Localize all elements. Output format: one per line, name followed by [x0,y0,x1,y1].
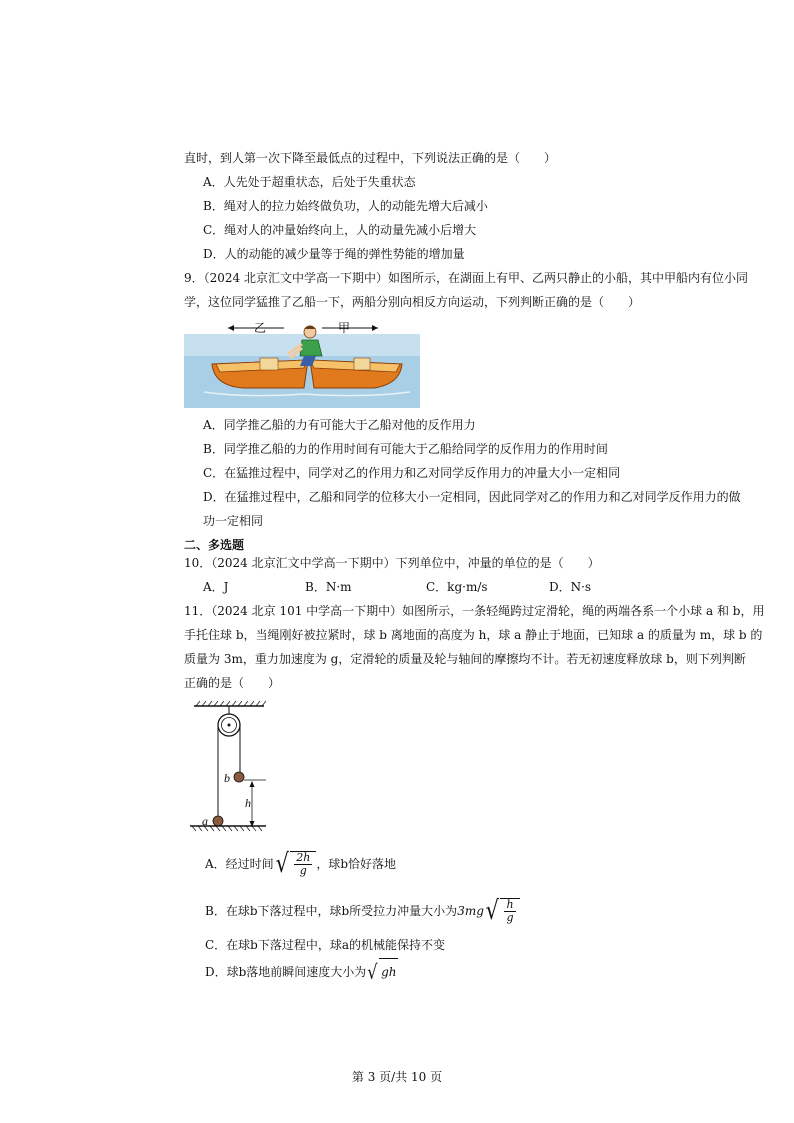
q11-option-c: C．在球b下落过程中，球a的机械能保持不变 [205,938,446,952]
q11-option-d [205,958,398,985]
q10-stem: 10．（2024 北京汇文中学高一下期中）下列单位中，冲量的单位的是（ ） [184,556,600,570]
q10-option-a: A．J [203,580,229,594]
q11-stem-line3: 质量为 3m，重力加速度为 g，定滑轮的质量及轮与轴间的摩擦均不计。若无初速度释放球 b，则下列判断 [184,652,746,666]
q11-option-a-prefix: A．经过时间 [205,857,274,871]
q11-option-a-denominator: g [299,864,307,877]
q10-option-b: B．N·m [305,580,352,594]
q8-option-b: B．绳对人的拉力始终做负功，人的动能先增大后减小 [203,199,488,213]
q11-option-a-numerator: 2h [296,851,311,864]
q11-option-d-sqrt: √ gh [367,959,397,984]
q11-label-b: b [224,771,230,785]
q9-option-d-continued: 功一定相同 [203,514,264,528]
q9-option-d: D．在猛推过程中，乙船和同学的位移大小一定相同，因此同学对乙的作用力和乙对同学反作用力的做 [203,490,741,504]
page-number: 第 3 页/共 10 页 [351,1070,443,1084]
q11-option-a [205,846,396,882]
q11-label-a: a [202,814,208,828]
section-title-multiple-choice: 二、多选题 [184,538,245,552]
q10-option-d: D．N·s [549,580,592,594]
q11-option-b-numerator: h [506,898,514,911]
q8-option-a: A．人先处于超重状态，后处于失重状态 [203,175,416,189]
q11-option-b-denominator: g [506,911,514,924]
q11-stem-line4: 正确的是（ ） [184,676,281,690]
q8-option-c: C．绳对人的冲量始终向上，人的动量先减小后增大 [203,223,477,237]
q10-option-c: C．kg·m/s [426,580,488,594]
q9-label-jia: 甲 [338,321,351,335]
q11-pulley-figure [188,700,268,834]
q9-label-yi: 乙 [254,321,267,335]
q11-option-b-coefficient: 3mg [457,904,484,918]
q9-option-a: A．同学推乙船的力有可能大于乙船对他的反作用力 [203,418,476,432]
q9-option-c: C．在猛推过程中，同学对乙的作用力和乙对同学反作用力的冲量大小一定相同 [203,466,621,480]
q8-stem-tail: 直时，到人第一次下降至最低点的过程中，下列说法正确的是（ ） [184,151,557,165]
q9-option-b: B．同学推乙船的力的作用时间有可能大于乙船给同学的反作用力的作用时间 [203,442,608,456]
q11-option-b [205,893,520,929]
q11-option-a-suffix: ，球b恰好落地 [316,857,397,871]
q9-stem-line2: 学，这位同学猛推了乙船一下，两船分别向相反方向运动，下列判断正确的是（ ） [184,295,641,309]
q11-option-b-sqrt: √ $\frac{h}{g}$ [484,898,520,924]
q11-label-h: h [245,796,251,810]
q11-option-b-prefix: B．在球b下落过程中，球b所受拉力冲量大小为 [205,904,458,918]
q11-stem-line1: 11．（2024 北京 101 中学高一下期中）如图所示，一条轻绳跨过定滑轮，绳的两端各系一个小球 a 和 b，用 [184,604,765,618]
q11-option-a-sqrt: √ $\frac{2h}{g}$ [274,851,317,877]
q9-boats-figure [184,318,420,408]
q9-stem-line1: 9．（2024 北京汇文中学高一下期中）如图所示，在湖面上有甲、乙两只静止的小船，其中甲船内有位小同 [184,271,748,285]
q11-option-d-radicand: gh [379,958,398,985]
q11-stem-line2: 手托住球 b，当绳刚好被拉紧时，球 b 离地面的高度为 h，球 a 静止于地面，已知球 a 的质量为 m，球 b 的 [184,628,763,642]
q11-option-d-prefix: D．球b落地前瞬间速度大小为 [205,964,367,979]
q8-option-d: D．人的动能的减少量等于绳的弹性势能的增加量 [203,247,465,261]
